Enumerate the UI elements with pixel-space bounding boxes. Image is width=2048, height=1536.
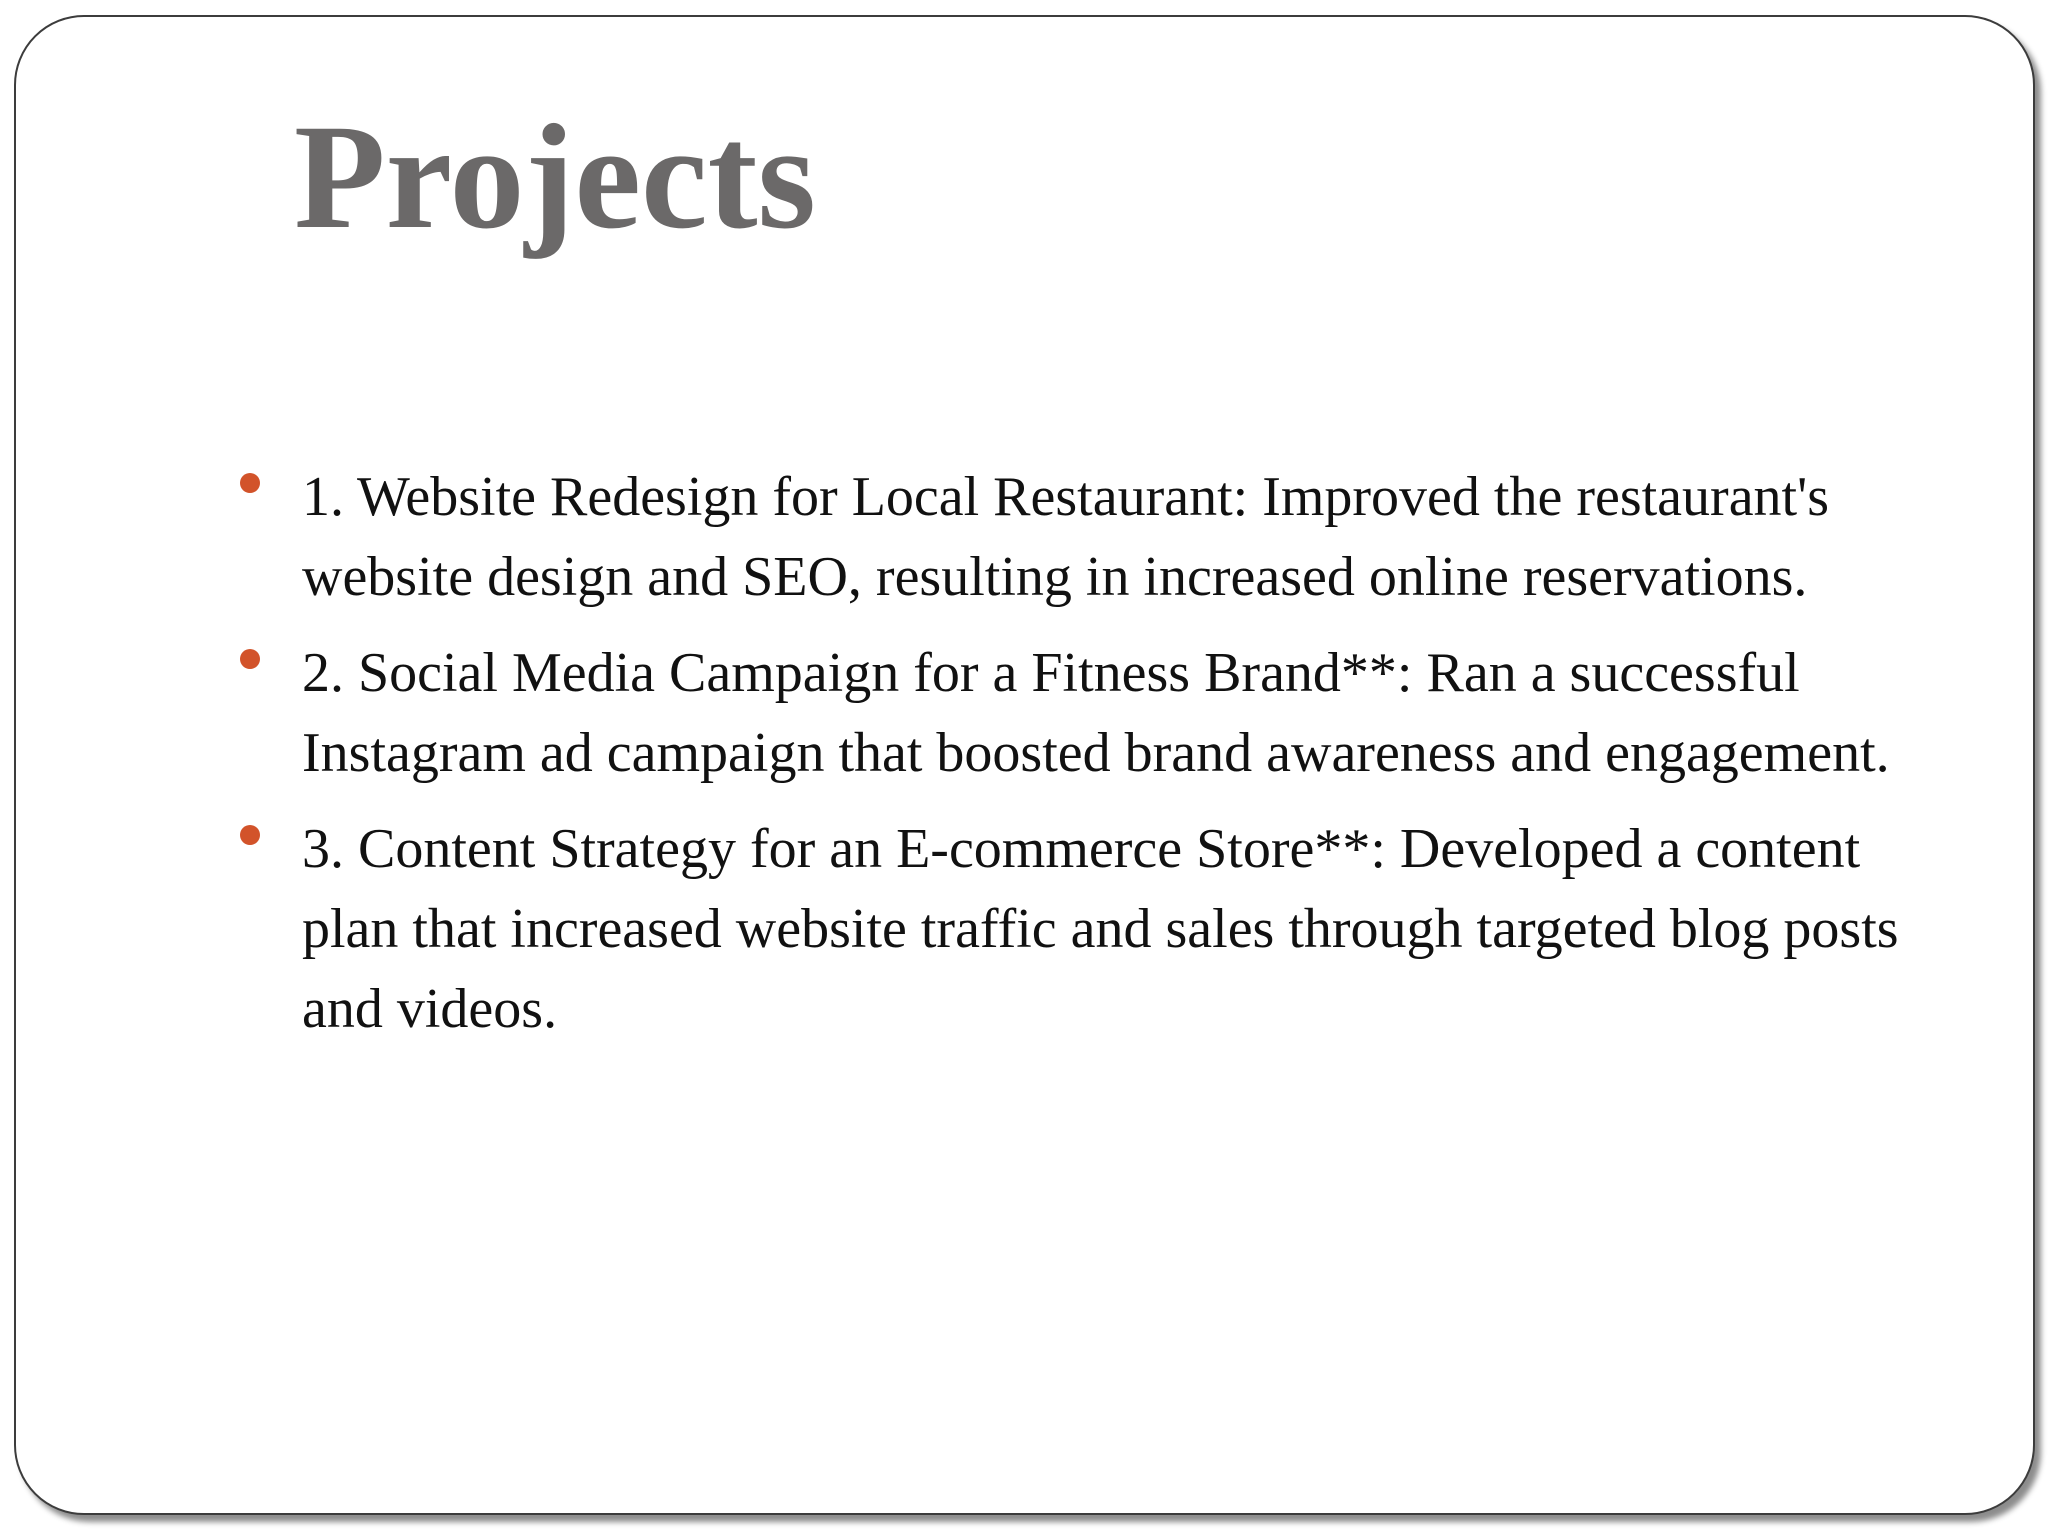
list-item (240, 633, 1960, 793)
bullet-icon (240, 649, 260, 669)
list-item-text: 1. Website Redesign for Local Restaurant: Improved the restaurant's website design and SEO, resulting in increased online reservations. (302, 466, 1829, 608)
bullet-icon (240, 825, 260, 845)
slide-frame (14, 15, 2035, 1515)
list-item-text: 3. Content Strategy for an E-commerce Store**: Developed a content plan that increased website traffic and sales through targeted blog posts and videos. (302, 818, 1899, 1040)
bullet-list (240, 457, 1960, 1065)
bullet-icon (240, 473, 260, 493)
list-item (240, 809, 1960, 1049)
slide-title: Projects (294, 94, 816, 260)
list-item (240, 457, 1960, 617)
list-item-text: 2. Social Media Campaign for a Fitness Brand**: Ran a successful Instagram ad campaign that boosted brand awareness and engagement. (302, 642, 1890, 784)
